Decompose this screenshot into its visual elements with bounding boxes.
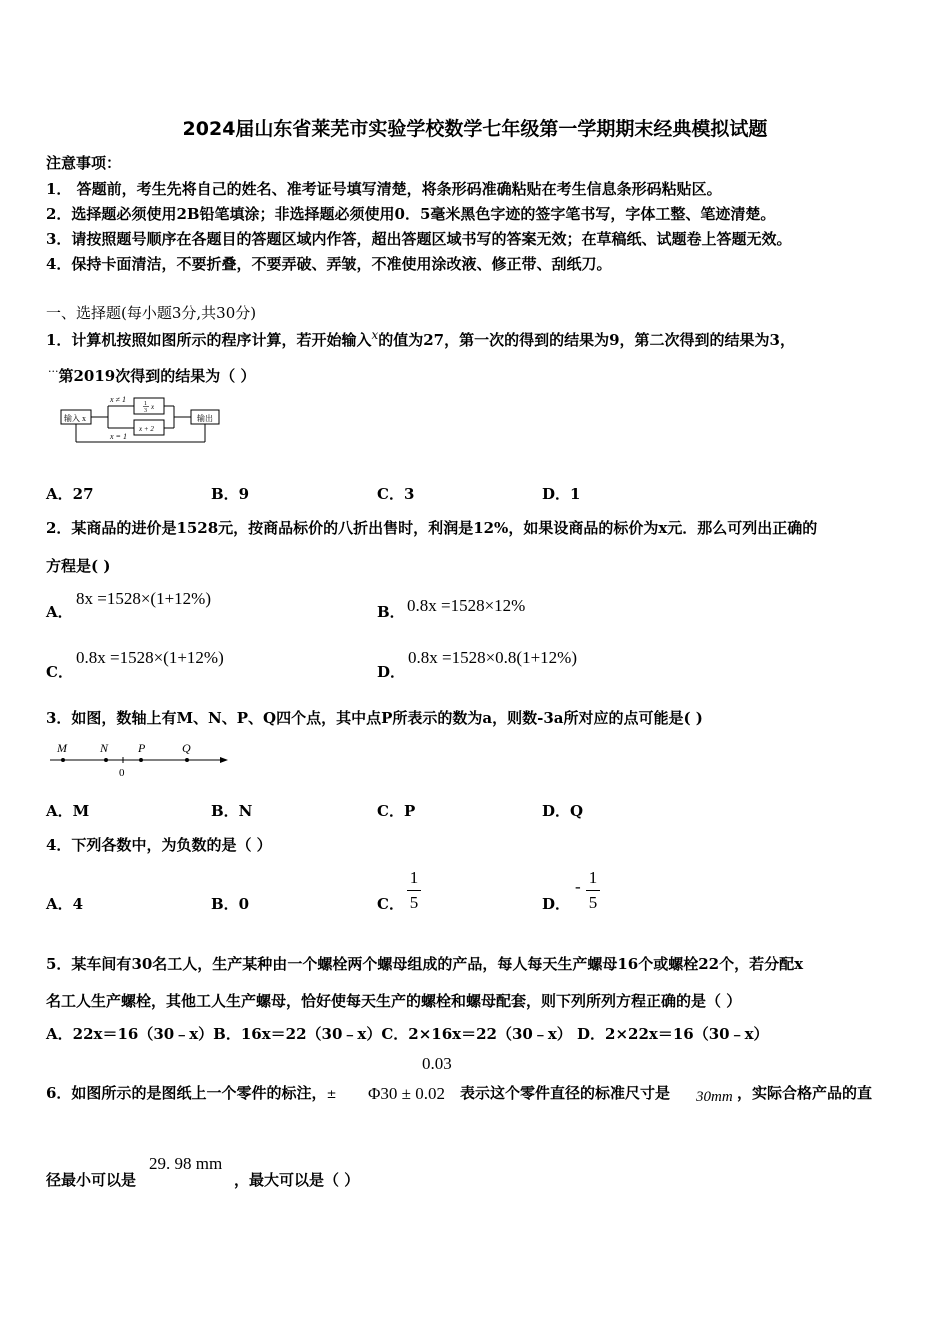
q2-formula-d: 0.8x =1528×0.8(1+12%) — [408, 648, 577, 667]
q1-text-b: 的值为27，第一次的得到的结果为9，第二次得到的结果为3， — [378, 331, 795, 349]
q4-option-a: A．4 — [46, 895, 84, 913]
q4-frac-c-bar — [407, 890, 421, 891]
q2-line2: 方程是( ) — [46, 557, 111, 575]
flow-frac-var: x — [151, 403, 155, 411]
q3-option-b: B．N — [211, 802, 253, 820]
q1-option-b: B．9 — [211, 485, 250, 503]
q5-line2: 名工人生产螺栓，其他工人生产螺母，恰好使每天生产的螺栓和螺母配套，则下列所列方程正确的是（ ） — [46, 992, 742, 1010]
point-q-dot — [185, 758, 189, 762]
q1-dots: ··· — [48, 365, 59, 378]
q6-size: 30mm — [696, 1089, 733, 1105]
page-title: 2024届山东省莱芜市实验学校数学七年级第一学期期末经典模拟试题 — [182, 118, 768, 140]
q6-min: 29. 98 mm — [149, 1154, 223, 1173]
q4-line: 4．下列各数中，为负数的是（ ） — [46, 836, 272, 854]
q1-text-a: 1．计算机按照如图所示的程序计算，若开始输入 — [46, 331, 372, 349]
flow-frac-den: 3 — [144, 408, 147, 414]
point-p-dot — [139, 758, 143, 762]
point-m-label: M — [57, 741, 67, 755]
q4-frac-c-den: 5 — [409, 893, 419, 912]
q4-option-d: D． — [542, 895, 571, 913]
origin-label: 0 — [119, 767, 125, 779]
q3-number-line — [46, 738, 236, 780]
q4-option-c: C． — [377, 895, 404, 913]
q1-line2 — [48, 365, 255, 386]
flow-output-label: 输出 — [197, 414, 213, 423]
notes-heading: 注意事项： — [46, 154, 122, 172]
q3-option-a: A．M — [46, 802, 90, 820]
q3-option-c: C．P — [377, 802, 416, 820]
q4-fraction-c — [407, 868, 421, 913]
q2-label-c: C． — [46, 663, 73, 681]
point-m-dot — [61, 758, 65, 762]
point-n-dot — [104, 758, 108, 762]
q1-flow-diagram — [58, 392, 228, 448]
q1-option-d: D．1 — [542, 485, 581, 503]
flow-cond1: x ≠ 1 — [110, 395, 126, 404]
flow-cond2: x = 1 — [110, 432, 127, 441]
number-line-arrow — [220, 757, 228, 763]
q4-frac-d-bar — [586, 890, 600, 891]
q2-line1: 2．某商品的进价是1528元，按商品标价的八折出售时，利润是12%，如果设商品的标价为x元．那么可列出正确的 — [46, 519, 818, 537]
note-item-4: 4．保持卡面清洁，不要折叠，不要弄破、弄皱，不准使用涂改液、修正带、刮纸刀。 — [46, 255, 612, 273]
q6-text-c: ，实际合格产品的直 — [737, 1084, 873, 1102]
q1-text-2: 第2019次得到的结果为（ ） — [58, 367, 256, 385]
q6-line2b: ，最大可以是（ ） — [234, 1171, 360, 1189]
q6-line2a: 径最小可以是 — [46, 1171, 137, 1189]
flow-frac-num: 1 — [144, 401, 147, 407]
q6-text-b: 表示这个零件直径的标准尺寸是 — [460, 1084, 671, 1102]
q4-option-b: B．0 — [211, 895, 250, 913]
flow-op2: x + 2 — [139, 425, 154, 433]
point-n-label: N — [100, 741, 109, 755]
q1-option-a: A．27 — [46, 485, 94, 503]
q4-frac-d-sign: - — [575, 877, 581, 896]
q4-frac-d-num: 1 — [588, 868, 598, 887]
point-q-label: Q — [182, 741, 191, 755]
q4-frac-d-den: 5 — [588, 893, 598, 912]
note-item-3: 3．请按照题号顺序在各题目的答题区域内作答，超出答题区域书写的答案无效；在草稿纸、试题卷上答题无效。 — [46, 230, 792, 248]
flow-divide-box — [134, 398, 164, 414]
q6-line1 — [46, 1082, 337, 1103]
flow-input-label: 输入 x — [64, 414, 86, 423]
q5-line1: 5．某车间有30名工人，生产某种由一个螺栓两个螺母组成的产品，每人每天生产螺母16个或螺栓22个，若分配x — [46, 955, 804, 973]
q2-label-b: B． — [377, 603, 405, 621]
q2-formula-b: 0.8x =1528×12% — [407, 596, 526, 615]
q6-text-a: 6．如图所示的是图纸上一个零件的标注， — [46, 1084, 327, 1102]
note-item-1: 1． 答题前，考生先将自己的姓名、准考证号填写清楚，将条形码准确粘贴在考生信息条形码粘贴区。 — [46, 180, 722, 198]
q2-label-d: D． — [377, 663, 406, 681]
section-heading: 一、选择题(每小题3分,共30分) — [46, 304, 257, 322]
q3-line: 3．如图，数轴上有M、N、P、Q四个点，其中点P所表示的数为a，则数-3a所对应的点可能是( ) — [46, 709, 703, 727]
q2-label-a: A． — [46, 603, 73, 621]
q2-formula-a: 8x =1528×(1+12%) — [76, 589, 211, 608]
q5-options: A．22x＝16（30﹣x）B．16x＝22（30﹣x）C．2×16x＝22（30﹣x） D．2×22x＝16（30﹣x） — [46, 1025, 769, 1043]
q6-spec: Φ30 ± 0.02 — [368, 1084, 446, 1103]
q1-var: x — [371, 328, 379, 342]
q1-line1 — [46, 328, 795, 350]
q6-pm: ± — [326, 1087, 337, 1101]
q4-fraction-d — [586, 868, 600, 913]
point-p-label: P — [138, 741, 146, 755]
q2-formula-c: 0.8x =1528×(1+12%) — [76, 648, 224, 667]
q3-option-d: D．Q — [542, 802, 584, 820]
q1-option-c: C．3 — [377, 485, 415, 503]
note-item-2: 2．选择题必须使用2B铅笔填涂；非选择题必须使用0．5毫米黑色字迹的签字笔书写，字体工整、笔迹清楚。 — [46, 205, 776, 223]
q4-frac-c-num: 1 — [409, 868, 419, 887]
q6-tolerance-upper: 0.03 — [422, 1054, 452, 1073]
